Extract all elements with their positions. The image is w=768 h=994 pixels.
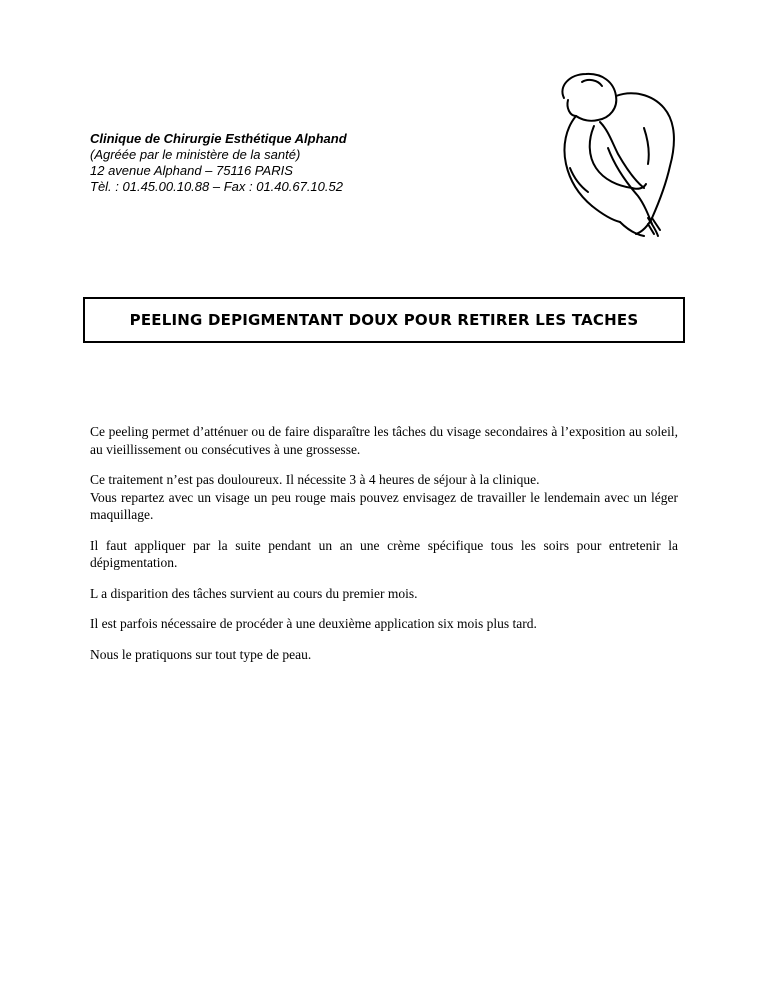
clinic-header: [90, 131, 510, 195]
paragraph-results: L a disparition des tâches survient au cours du premier mois.: [90, 585, 418, 601]
clinic-address: 12 avenue Alphand – 75116 PARIS: [90, 163, 293, 178]
document-title-box: [83, 297, 685, 343]
clinic-approval: (Agréée par le ministère de la santé): [90, 147, 301, 162]
paragraph-second-application: Il est parfois nécessaire de procéder à une deuxième application six mois plus tard.: [90, 616, 537, 631]
paragraph-treatment-line-2: Vous repartez avec un visage un peu rouge mais pouvez envisagez de travailler le lendemain avec un léger maquillage.: [90, 489, 678, 522]
seated-figure-sketch-icon: [548, 68, 688, 240]
document-body: [90, 423, 678, 676]
paragraph-treatment: [90, 471, 678, 524]
clinic-phone-fax: Tèl. : 01.45.00.10.88 – Fax : 01.40.67.10.52: [90, 179, 343, 194]
clinic-name: Clinique de Chirurgie Esthétique Alphand: [90, 131, 347, 146]
paragraph-treatment-line-1: Ce traitement n’est pas douloureux. Il nécessite 3 à 4 heures de séjour à la clinique.: [90, 472, 540, 487]
paragraph-skin-types: Nous le pratiquons sur tout type de peau.: [90, 646, 312, 662]
paragraph-aftercare: Il faut appliquer par la suite pendant un an une crème spécifique tous les soirs pour entretenir la dépigmentation.: [90, 537, 678, 570]
document-title: PEELING DEPIGMENTANT DOUX POUR RETIRER LES TACHES: [129, 311, 639, 329]
paragraph-description: Ce peeling permet d’atténuer ou de faire disparaître les tâches du visage secondaires à l’exposition au soleil, au vieillissement ou consécutives à une grossesse.: [90, 424, 678, 457]
